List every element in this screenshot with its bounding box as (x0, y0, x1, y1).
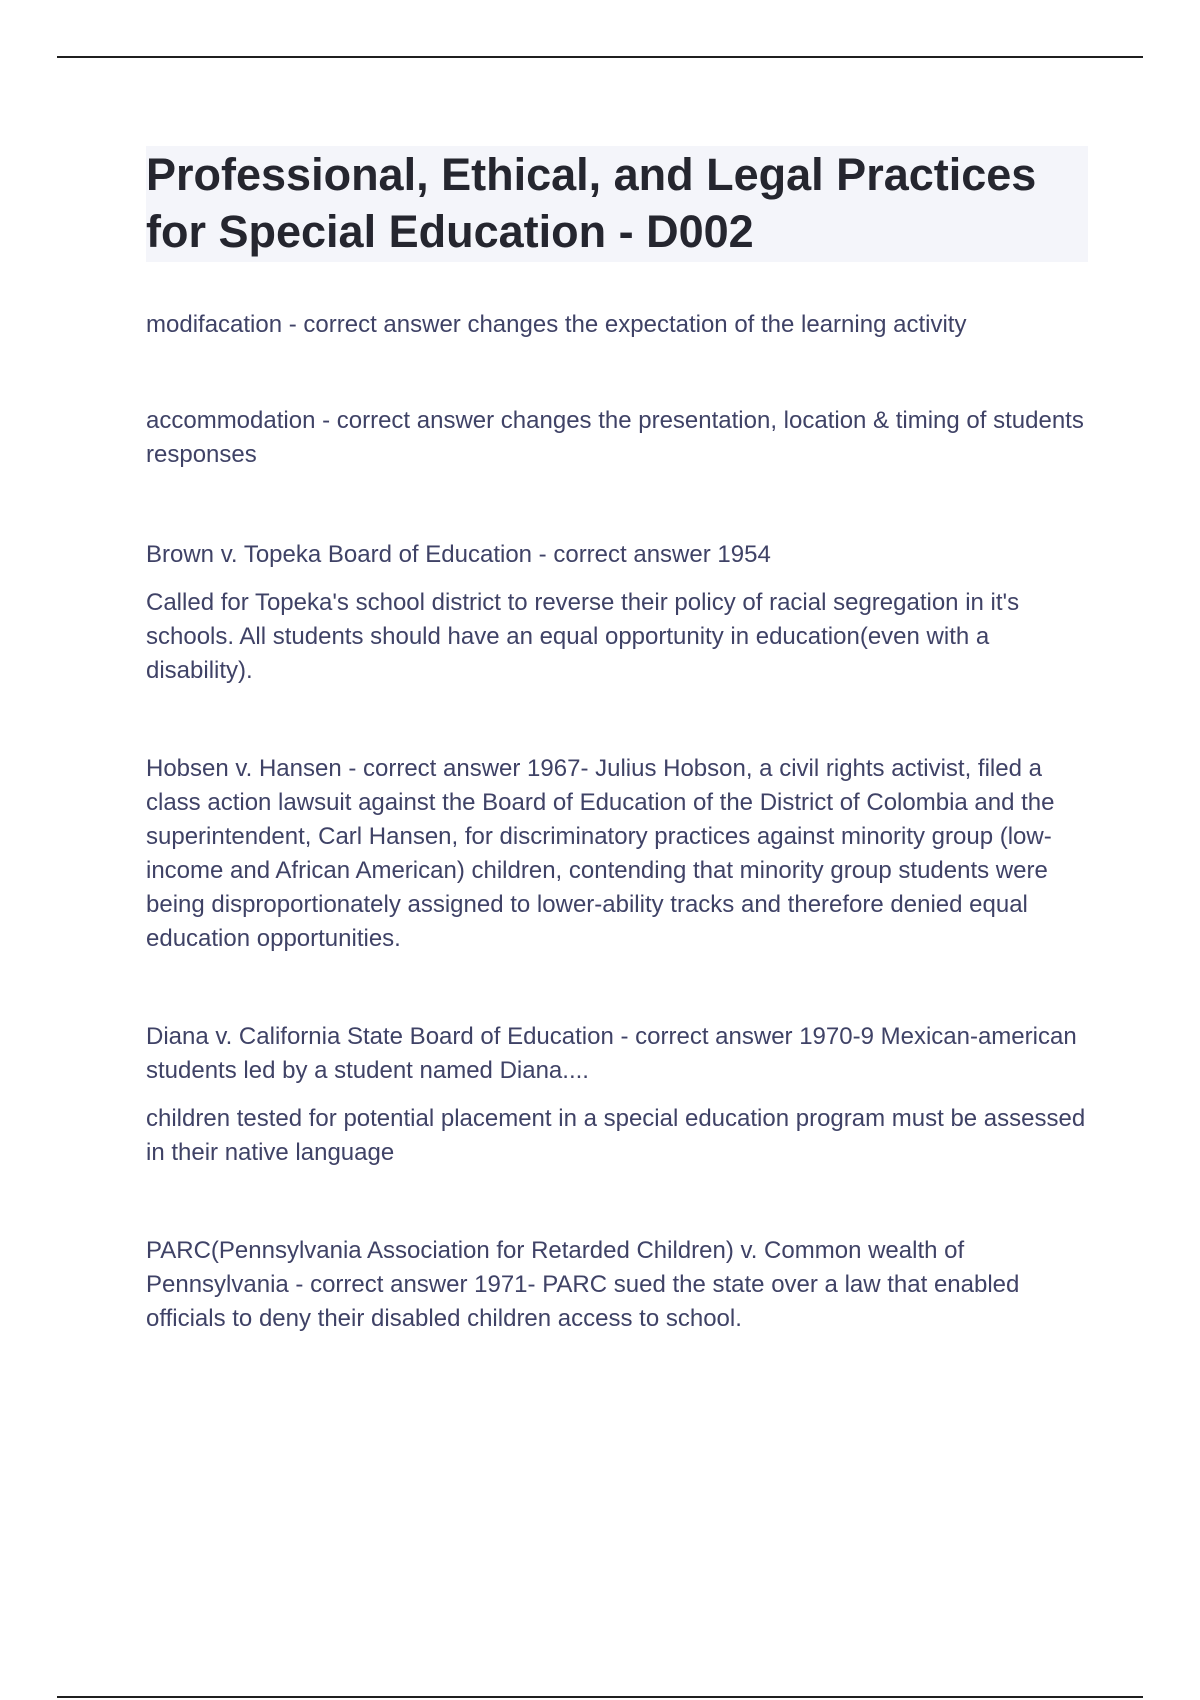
entry-detail: Called for Topeka's school district to reverse their policy of racial segregation in it's schools. All students should have an equal opportunity in education(even with a disability). (146, 589, 1020, 684)
document-body (146, 146, 1088, 1336)
entry-accommodation (146, 404, 1088, 472)
entry-diana-v-california (146, 1020, 1088, 1170)
title-block (146, 146, 1088, 262)
entry-hobsen-v-hansen (146, 752, 1088, 956)
entry-detail: children tested for potential placement in a special education program must be assessed in their native language (146, 1105, 1086, 1166)
entry-text: Hobsen v. Hansen - correct answer 1967- Julius Hobson, a civil rights activist, filed a class action lawsuit against the Board of Education of the District of Colombia and the superintendent, Carl Hansen, for discriminatory practices against minority group (low-income and African American) children, contending that minority group students were being disproportionately assigned to lower-ability tracks and therefore denied equal education opportunities. (146, 755, 1055, 952)
document-title: Professional, Ethical, and Legal Practices for Special Education - D002 (146, 149, 1037, 257)
entry-brown-v-topeka (146, 538, 1088, 688)
entry-text: Diana v. California State Board of Education - correct answer 1970-9 Mexican-american students led by a student named Diana.... (146, 1023, 1077, 1084)
entry-text: PARC(Pennsylvania Association for Retarded Children) v. Common wealth of Pennsylvania - correct answer 1971- PARC sued the state over a law that enabled officials to deny their disabled children access to school. (146, 1237, 1020, 1332)
top-rule (57, 56, 1143, 58)
bottom-rule (57, 1696, 1143, 1698)
entry-modification (146, 308, 1088, 342)
entry-parc-v-pennsylvania (146, 1234, 1088, 1336)
entry-text: modifacation - correct answer changes the expectation of the learning activity (146, 311, 967, 338)
entry-text: Brown v. Topeka Board of Education - correct answer 1954 (146, 541, 771, 568)
entry-text: accommodation - correct answer changes the presentation, location & timing of students responses (146, 407, 1084, 468)
